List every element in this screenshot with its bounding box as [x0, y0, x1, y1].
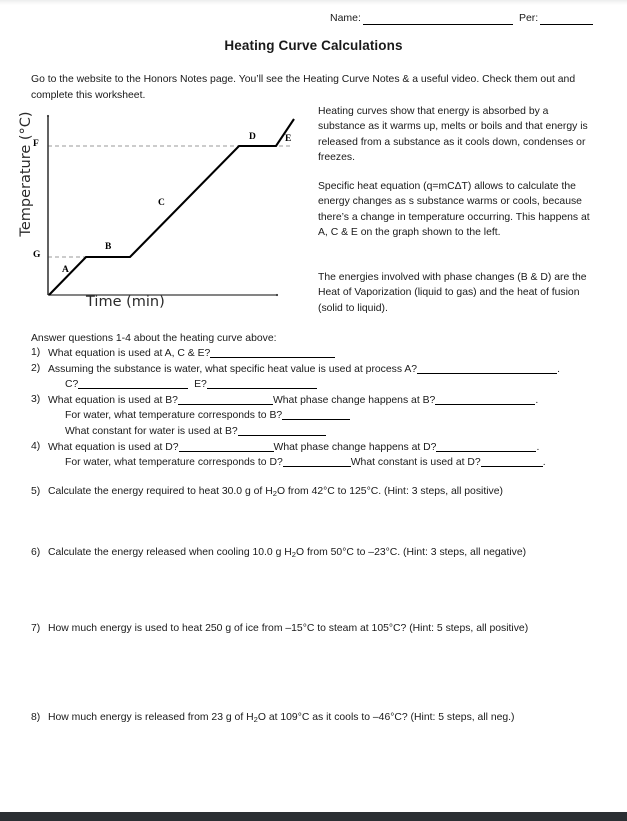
- question-6-text-pre: Calculate the energy released when cooling 10.0 g H: [48, 547, 292, 558]
- question-2-line2: [31, 377, 599, 393]
- question-4-answer-blank-a[interactable]: [179, 440, 274, 452]
- question-3-body: [48, 393, 599, 409]
- question-7-body: [48, 622, 528, 639]
- question-5-subscript: 2: [272, 489, 277, 498]
- question-2-number: 2): [31, 362, 41, 374]
- question-6-subscript: 2: [291, 550, 296, 559]
- question-1-text: What equation is used at A, C & E?: [48, 348, 211, 359]
- question-4-text-b: What phase change happens at D?: [273, 441, 437, 453]
- question-3-text-a: What equation is used at B?: [48, 394, 178, 406]
- question-1-body: [48, 346, 599, 362]
- chart-x-axis-label: Time (min): [86, 294, 165, 310]
- heating-curve-chart: [6, 108, 310, 320]
- question-8-subscript: 2: [253, 715, 258, 724]
- question-4-number: 4): [31, 440, 41, 452]
- question-3-line3-body: [48, 424, 599, 440]
- question-4-body: [48, 440, 599, 456]
- question-5-text-post: O from 42°C to 125°C. (Hint: 3 steps, all positive): [276, 486, 503, 497]
- question-4-answer-blank-constant[interactable]: [481, 455, 543, 467]
- question-1-number: 1): [31, 347, 41, 358]
- question-4-period-2: .: [542, 457, 546, 469]
- question-5: [31, 485, 503, 502]
- chart-tick-label-F: F: [33, 139, 39, 149]
- question-8: [31, 711, 515, 728]
- question-3-line2-body: [48, 408, 599, 424]
- question-3-answer-blank-b[interactable]: [435, 393, 535, 405]
- question-4-line2-text-a: For water, what temperature corresponds to D?: [65, 457, 283, 469]
- question-4: [31, 440, 599, 456]
- question-3-number: 3): [31, 393, 41, 405]
- question-6-number: 6): [31, 547, 41, 558]
- question-3-line3-text: What constant for water is used at B?: [65, 425, 238, 437]
- question-6-body: [48, 546, 526, 563]
- question-3: [31, 393, 599, 409]
- question-2-text: Assuming the substance is water, what specific heat value is used at process A?: [48, 363, 418, 375]
- question-4-line2-body: [48, 455, 599, 471]
- question-8-text-pre: How much energy is released from 23 g of H: [48, 712, 254, 723]
- question-4-text-a: What equation is used at D?: [48, 441, 179, 453]
- question-1-answer-blank[interactable]: [210, 346, 335, 358]
- question-5-body: [48, 485, 503, 502]
- question-7: [31, 622, 528, 639]
- question-3-answer-blank-a[interactable]: [178, 393, 273, 405]
- chart-y-axis-label: Temperature (°C): [18, 111, 34, 237]
- period-label: Per:: [518, 12, 539, 24]
- question-2-answer-blank-a[interactable]: [417, 362, 557, 374]
- chart-segment-label-D: D: [249, 132, 256, 142]
- question-8-number: 8): [31, 712, 41, 723]
- heating-curve-line: [49, 119, 294, 295]
- question-1: [31, 346, 599, 362]
- page-title: Heating Curve Calculations: [224, 38, 403, 53]
- side-paragraph-3: The energies involved with phase changes (B & D) are the Heat of Vaporization (liquid to gas) and the heat of fusion (solid to liquid).: [318, 272, 587, 314]
- question-2-period: .: [557, 363, 560, 375]
- period-input-blank[interactable]: [540, 13, 593, 25]
- question-4-period: .: [536, 441, 540, 453]
- viewer-bottom-bar: [0, 812, 627, 821]
- chart-tick-label-G: G: [33, 250, 41, 260]
- intro-paragraph: Go to the website to the Honors Notes page. You’ll see the Heating Curve Notes & a useful video. Check them out and complete this worksheet.: [31, 74, 576, 101]
- chart-segment-label-C: C: [158, 198, 165, 208]
- question-5-number: 5): [31, 486, 41, 497]
- question-3-line2-text: For water, what temperature corresponds to B?: [65, 410, 283, 422]
- questions-list: [31, 346, 599, 471]
- question-2-answer-blank-e[interactable]: [207, 377, 317, 389]
- student-info-line: [330, 12, 610, 25]
- question-2: [31, 362, 599, 378]
- question-6-text-post: O from 50°C to –23°C. (Hint: 3 steps, all negative): [296, 547, 527, 558]
- question-3-line3: [31, 424, 599, 440]
- side-paragraph-1: Heating curves show that energy is absorbed by a substance as it warms up, melts or boils and that energy is released from a substance as it cools down, condenses or freezes.: [318, 106, 588, 163]
- questions-intro: Answer questions 1-4 about the heating curve above:: [31, 333, 277, 344]
- question-7-text-pre: How much energy is used to heat 250 g of ice from –15°C to steam at 105°C? (Hint: 5 steps, all positive): [48, 623, 529, 634]
- question-6: [31, 546, 526, 563]
- question-7-number: 7): [31, 623, 41, 634]
- question-2-answer-blank-c[interactable]: [78, 377, 188, 389]
- question-4-line2-text-b: What constant is used at D?: [350, 457, 481, 469]
- question-3-answer-blank-constant[interactable]: [238, 424, 326, 436]
- side-paragraph-2: Specific heat equation (q=mCΔT) allows to calculate the energy changes as s substance warms or cools, because there’s a change in temperature occurring. This happens at A, C & E on the graph shown to the left.: [318, 181, 590, 238]
- question-8-body: [48, 711, 515, 728]
- x-axis-tip: [276, 294, 278, 296]
- question-2-label-c: C?: [65, 379, 79, 391]
- name-label: Name:: [330, 12, 361, 24]
- viewer-top-shade: [0, 0, 627, 5]
- chart-segment-label-E: E: [285, 134, 292, 144]
- chart-segment-label-A: A: [62, 265, 69, 275]
- question-4-answer-blank-b[interactable]: [436, 440, 536, 452]
- question-2-body: [48, 362, 599, 378]
- question-2-label-e: E?: [194, 379, 207, 391]
- question-4-line2: [31, 455, 599, 471]
- y-axis-tip: [47, 115, 49, 117]
- question-4-answer-blank-temp[interactable]: [283, 455, 351, 467]
- chart-plot-svg: [6, 108, 310, 320]
- question-3-line2: [31, 408, 599, 424]
- question-3-answer-blank-temp[interactable]: [282, 408, 350, 420]
- question-3-period: .: [535, 394, 539, 406]
- chart-segment-label-B: B: [105, 242, 112, 252]
- question-2-line2-body: [48, 377, 599, 393]
- question-5-text-pre: Calculate the energy required to heat 30.0 g of H: [48, 486, 273, 497]
- question-8-text-post: O at 109°C as it cools to –46°C? (Hint: 5 steps, all neg.): [257, 712, 515, 723]
- question-3-text-b: What phase change happens at B?: [272, 394, 436, 406]
- name-input-blank[interactable]: [363, 13, 513, 25]
